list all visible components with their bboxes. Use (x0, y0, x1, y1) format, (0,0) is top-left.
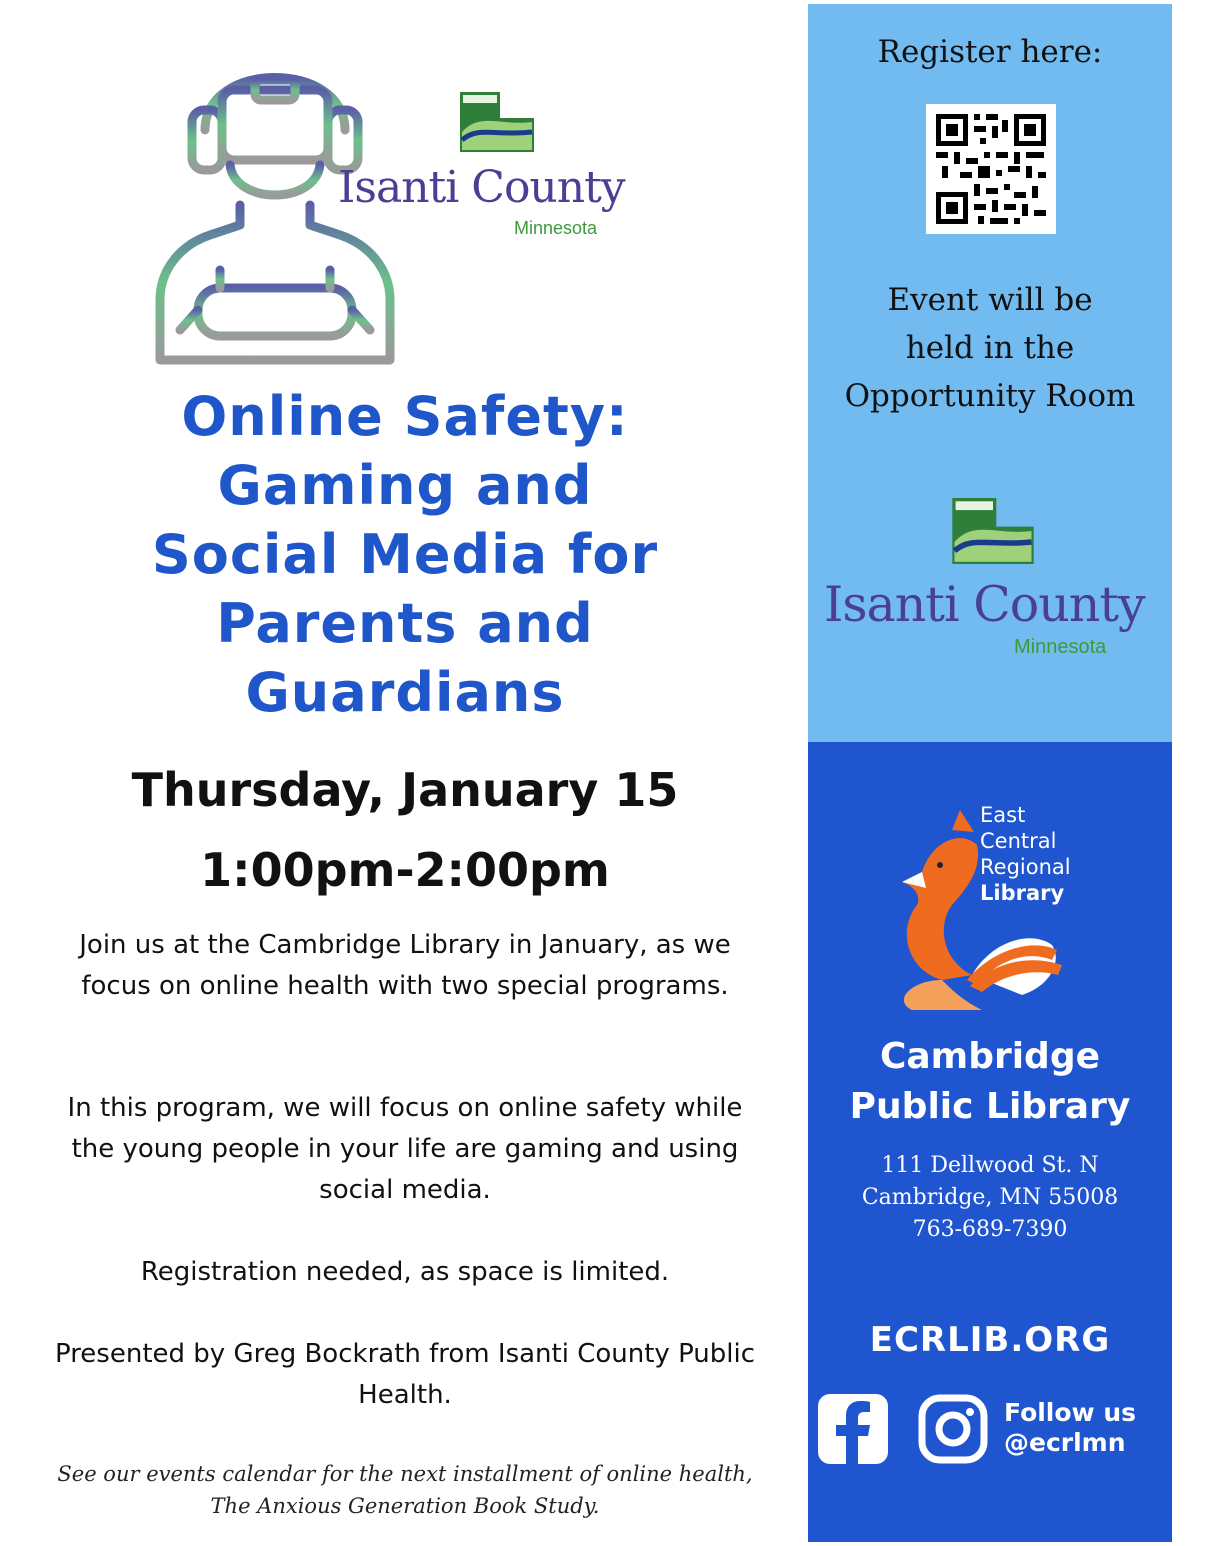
title-line: Gaming and (217, 454, 593, 517)
location-line: held in the (905, 330, 1075, 366)
website-link[interactable]: ECRLIB.ORG (869, 1320, 1111, 1360)
title-line: Guardians (245, 661, 565, 724)
ecrl-line (980, 880, 1071, 906)
event-title (40, 382, 770, 727)
title-line: Social Media for (151, 523, 659, 586)
registration-note: Registration needed, as space is limited. (140, 1257, 670, 1287)
county-state: Minnesota (1014, 636, 1107, 658)
presenter-paragraph: Presented by Greg Bockrath from Isanti County Public Health. (54, 1339, 756, 1410)
isanti-county-logo-side (818, 498, 1172, 668)
location-line: Event will be (887, 282, 1093, 318)
library-name (808, 1032, 1172, 1132)
title-line: Online Safety: (181, 385, 629, 448)
county-emblem-icon (952, 498, 1034, 564)
library-name-line: Cambridge (879, 1036, 1101, 1077)
intro-paragraph: Join us at the Cambridge Library in January, as we focus on online health with two special programs. (79, 930, 731, 1001)
event-date: Thursday, January 15 (131, 763, 679, 817)
county-state: Minnesota (514, 218, 598, 238)
instagram-icon[interactable] (918, 1394, 988, 1464)
county-emblem-icon (460, 92, 534, 152)
ecrl-wordmark (980, 802, 1071, 906)
event-time: 1:00pm-2:00pm (200, 843, 610, 897)
social-handle[interactable]: @ecrlmn (1004, 1428, 1126, 1457)
address-street: 111 Dellwood St. N (881, 1153, 1099, 1178)
title-line: Parents and (216, 592, 594, 655)
facebook-icon[interactable] (818, 1394, 888, 1464)
address-city: Cambridge, MN 55008 (861, 1185, 1119, 1210)
social-follow (1004, 1398, 1136, 1458)
sidebar-registration (808, 4, 1172, 742)
library-address (808, 1150, 1172, 1246)
follow-label: Follow us (1004, 1398, 1137, 1427)
county-wordmark: Isanti County (824, 576, 1145, 633)
ecrl-line: Regional (980, 855, 1071, 879)
sidebar-library (808, 742, 1172, 1542)
qr-code[interactable] (926, 104, 1056, 234)
location-line: Opportunity Room (844, 378, 1136, 414)
location-note (808, 276, 1172, 420)
address-phone[interactable]: 763-689-7390 (912, 1217, 1068, 1242)
ecrl-library-word: Library (980, 881, 1065, 905)
footer-note: See our events calendar for the next installment of online health, The Anxious Generation Book Study. (57, 1462, 753, 1518)
register-label: Register here: (877, 34, 1103, 70)
program-paragraph: In this program, we will focus on online safety while the young people in your life are gaming and using social media. (67, 1093, 743, 1205)
library-name-line: Public Library (849, 1086, 1131, 1127)
ecrl-line: Central (980, 829, 1057, 853)
ecrl-line: East (980, 803, 1026, 827)
isanti-county-logo (330, 92, 660, 242)
county-wordmark: Isanti County (338, 162, 625, 213)
event-when (40, 750, 770, 910)
